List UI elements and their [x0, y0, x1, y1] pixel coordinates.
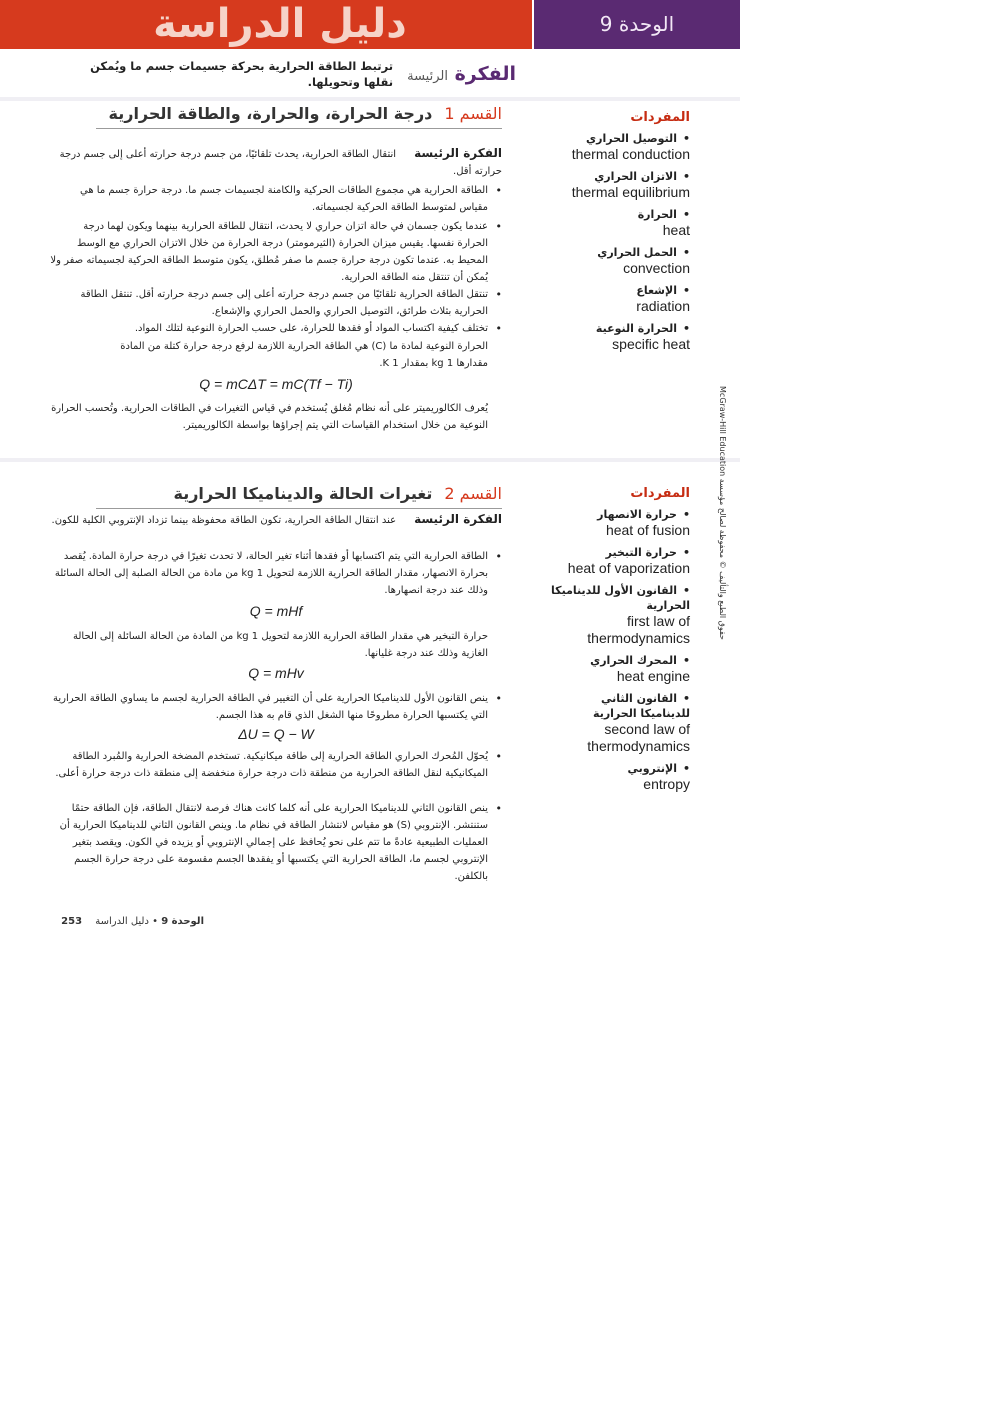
vocab-item: • الحمل الحراري convection: [548, 245, 690, 280]
bullet-item: • تنتقل الطاقة الحرارية تلقائيًا من جسم درجة حرارته أعلى إلى جسم درجة حرارته أقل. تنتقل الطاقة الحرارية بثلاث طرائق، التوصيل الحراري والحمل الحراري والإشعاع.: [50, 286, 502, 320]
vocab-item: • الحرارة heat: [548, 207, 690, 242]
bullet-item: • عندما يكون جسمان في حالة اتزان حراري لا يحدث، انتقال للطاقة الحرارية بينهما ويكون لهما درجة الحرارة نفسها. يقيس ميزان الحرارة (الثيرمومتر) درجة الحرارة من خلال الاتزان الحراري مع الوسط المحيط به. عندما تكون درجة حرارة جسم ما صفر مُطلق، يكون متوسط الطاقة الحركية لجسيماته صفر ولا يُمكن أن تنتقل منه الطاقة الحرارية.: [50, 218, 502, 286]
divider-band: [0, 458, 740, 462]
big-idea-text: ترتبط الطاقة الحرارية بحركة جسيمات جسم ما ويُمكن نقلها وتحويلها.: [90, 59, 394, 89]
big-idea: [60, 58, 516, 92]
section-number: القسم 1: [444, 104, 502, 123]
specific-heat-definition: الحرارة النوعية لمادة ما (C) هي الطاقة الحرارية اللازمة لرفع درجة حرارة كتلة من المادة مقدارها 1 kg بمقدار 1 K.: [120, 341, 488, 369]
section1-vocabulary: [548, 110, 690, 359]
section2-heading: [96, 484, 502, 509]
vocab-heading: المفردات: [630, 110, 690, 125]
calorimeter-text: يُعرف الكالوريميتر على أنه نظام مُغلق يُستخدم في قياس التغيرات في الطاقات الحرارية. وتُحسب الحرارة النوعية من خلال استخدام القياسات التي يتم إجراؤها بواسطة الكالوريميتر.: [51, 403, 488, 431]
footer-separator: •: [148, 916, 159, 927]
copyright-sidebar: [706, 386, 728, 900]
vocab-item: • حرارة الانصهار heat of fusion: [548, 507, 690, 542]
vocab-item: • الاتزان الحراري thermal equilibrium: [548, 169, 690, 204]
bullet-item: • تختلف كيفية اكتساب المواد أو فقدها للحرارة، على حسب الحرارة النوعية لتلك المواد.: [50, 320, 502, 337]
bullet-item: • الطاقة الحرارية هي مجموع الطاقات الحركية والكامنة لجسيمات جسم ما. درجة حرارة جسم ما هي مقياس لمتوسط الطاقة الحركية لجسيماته.: [50, 182, 502, 216]
vocab-item: • الإشعاع radiation: [548, 283, 690, 318]
copyright-text: حقوق الطبع والتأليف © محفوظة لصالح مؤسسة McGraw-Hill Education: [718, 386, 727, 640]
unit-label: الوحدة 9: [599, 12, 675, 36]
vocab-item: • القانون الثاني للديناميكا الحرارية second law of thermodynamics: [548, 691, 690, 758]
main-idea-text: انتقال الطاقة الحرارية، يحدث تلقائيًا، من جسم درجة حرارته أعلى إلى جسم درجة حرارته أقل.: [59, 149, 502, 177]
bullet-item: • ينص القانون الثاني للديناميكا الحرارية على أنه كلما كانت هناك فرصة لانتقال الطاقة، فإن الطاقة حتمًا ستنتشر. الإنتروبي (S) هو مقياس لانتشار الطاقة في نظام ما. وينص القانون الثاني للديناميكا الحرارية أن العمليات الطبيعية عادةً ما تتم على نحو يُحافظ على إجمالي الإنتروبي أو يزيده في الكون. ويقصد بتغير الإنتروبي لجسم ما، الطاقة الحرارية التي يكتسبها أو يفقدها الجسم مقسومة على درجة حرارة الجسم بالكلفن.: [50, 800, 502, 885]
main-idea-text: عند انتقال الطاقة الحرارية، تكون الطاقة محفوظة بينما تزداد الإنتروبي الكلية للكون.: [51, 515, 397, 526]
vocab-heading: المفردات: [630, 486, 690, 501]
page-number: 253: [61, 916, 83, 927]
formula-heat-of-vaporization: Q = mHv: [248, 665, 304, 681]
bullet-item: • الطاقة الحرارية التي يتم اكتسابها أو فقدها أثناء تغير الحالة، لا تحدث تغيرًا في درجة حرارة المادة. يُقصد بحرارة الانصهار، مقدار الطاقة الحرارية اللازمة لتحويل 1 kg من مادة من الحالة الصلبة إلى الحالة السائلة وذلك عند درجة انصهارها.: [50, 548, 502, 599]
footer-unit: الوحدة 9: [161, 916, 204, 927]
formula-first-law: ΔU = Q − W: [238, 726, 314, 742]
page-title: دليل الدراسة: [153, 1, 407, 47]
footer-guide: دليل الدراسة: [95, 916, 149, 927]
main-idea-label: الفكرة الرئيسة: [414, 146, 502, 160]
section-number: القسم 2: [444, 484, 502, 503]
bullet-item: • يُحوّل المُحرك الحراري الطاقة الحرارية إلى طاقة ميكانيكية. تستخدم المضخة الحرارية والمُبرد الطاقة الميكانيكية لنقل الطاقة الحرارية من منطقة ذات درجة حرارة منخفضة إلى منطقة ذات درجة حرارة أعلى.: [50, 748, 502, 782]
vocab-item: • الإنتروبي entropy: [548, 761, 690, 796]
page-footer: [44, 916, 204, 927]
section2-vocabulary: [548, 486, 690, 799]
section1-heading: [96, 104, 502, 129]
big-idea-label: الفكرة الرئيسة: [407, 63, 516, 85]
divider-band: [0, 97, 740, 101]
section-title: تغيرات الحالة والديناميكا الحرارية: [173, 484, 433, 503]
vocab-item: • القانون الأول للديناميكا الحرارية first law of thermodynamics: [548, 583, 690, 650]
section2-main-idea: [50, 512, 502, 529]
vocab-item: • حرارة التبخير heat of vaporization: [548, 545, 690, 580]
formula-specific-heat: Q = mCΔT = mC(Tf − Ti): [199, 376, 353, 392]
bullet-item: • ينص القانون الأول للديناميكا الحرارية على أن التغيير في الطاقة الحرارية لجسم ما يساوي الطاقة الحرارية التي يكتسبها الحرارة مطروحًا منها الشغل الذي قام به هذا الجسم.: [50, 690, 502, 724]
section1-main-idea: [50, 146, 502, 180]
vocab-item: • الحرارة النوعية specific heat: [548, 321, 690, 356]
vaporization-text: حرارة التبخير هي مقدار الطاقة الحرارية اللازمة لتحويل 1 kg من المادة من الحالة السائلة إلى الحالة الغازية وذلك عند درجة غليانها.: [73, 631, 488, 659]
main-idea-label: الفكرة الرئيسة: [414, 512, 502, 526]
formula-heat-of-fusion: Q = mHf: [249, 603, 303, 619]
vocab-item: • التوصيل الحراري thermal conduction: [548, 131, 690, 166]
vocab-item: • المحرك الحراري heat engine: [548, 653, 690, 688]
section-title: درجة الحرارة، والحرارة، والطاقة الحرارية: [108, 104, 433, 123]
